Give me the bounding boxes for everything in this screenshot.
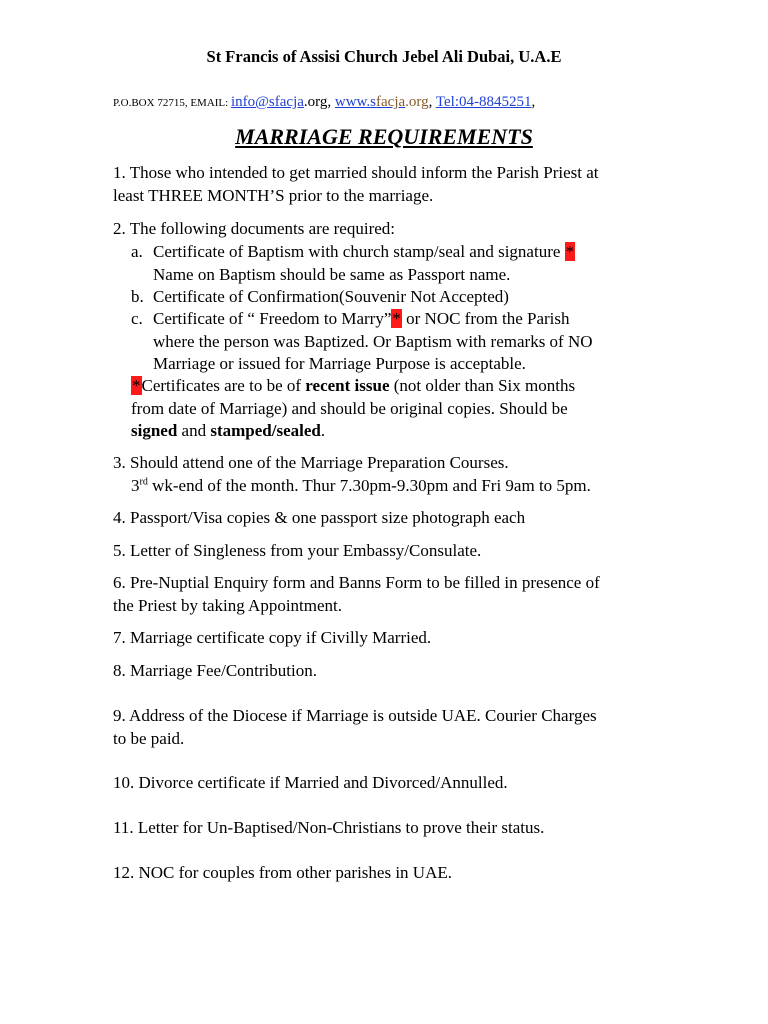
required-asterisk: *: [392, 309, 401, 328]
item-6-line-2: the Priest by taking Appointment.: [113, 596, 343, 615]
item-2a-line-1: [131, 241, 575, 263]
item-9-line-1: 9. Address of the Diocese if Marriage is outside UAE. Courier Charges: [113, 706, 597, 725]
separator: ,: [327, 94, 335, 110]
item-10: 10. Divorce certificate if Married and Divorced/Annulled.: [113, 773, 508, 792]
item-2b-letter: b.: [131, 287, 144, 306]
website-link[interactable]: [335, 94, 405, 110]
item-4: 4. Passport/Visa copies & one passport size photograph each: [113, 508, 526, 527]
note-text: (not older than Six months: [389, 376, 576, 395]
item-3-ordinal-suffix: rd: [139, 476, 148, 488]
item-2a-text: Certificate of Baptism with church stamp/seal and signature: [153, 242, 565, 261]
item-2c-letter: c.: [131, 309, 143, 328]
certificate-note-line-1: [131, 375, 575, 397]
item-3-ordinal: 3: [131, 476, 140, 495]
item-2a-line-2: Name on Baptism should be same as Passport name.: [153, 265, 511, 284]
item-3-schedule: wk-end of the month. Thur 7.30pm-9.30pm and Fri 9am to 5pm.: [147, 476, 591, 495]
item-7: 7. Marriage certificate copy if Civilly Married.: [113, 628, 432, 647]
item-2-intro: 2. The following documents are required:: [113, 219, 395, 238]
note-bold-recent-issue: recent issue: [305, 376, 390, 395]
item-2c-line-3: Marriage or issued for Marriage Purpose is acceptable.: [153, 354, 526, 373]
item-2b-line-1: [131, 286, 509, 308]
item-6-line-1: 6. Pre-Nuptial Enquiry form and Banns Form to be filled in presence of: [113, 573, 600, 592]
item-2c-line-2: where the person was Baptized. Or Baptism with remarks of NO: [153, 332, 593, 351]
required-asterisk: *: [565, 242, 575, 261]
note-text: and: [177, 421, 211, 440]
website-link-part-a: www.s: [334, 94, 377, 110]
note-text: .: [320, 421, 326, 440]
item-3-line-2: [131, 475, 591, 497]
church-name: St Francis of Assisi Church Jebel Ali Dubai, U.A.E: [206, 47, 562, 66]
separator: ,: [531, 94, 536, 110]
certificate-note-line-3: [131, 420, 325, 442]
telephone-link[interactable]: Tel:04-8845251: [435, 94, 532, 110]
website-suffix: .org: [405, 94, 429, 110]
email-link[interactable]: info@sfacja: [230, 94, 304, 110]
note-bold-signed: signed: [131, 421, 178, 440]
separator: ,: [428, 94, 436, 110]
item-9-line-2: to be paid.: [113, 729, 185, 748]
certificate-note-line-2: from date of Marriage) and should be original copies. Should be: [131, 399, 568, 418]
page-title: MARRIAGE REQUIREMENTS: [235, 124, 533, 149]
item-1-line-1: 1. Those who intended to get married should inform the Parish Priest at: [113, 163, 599, 182]
website-link-part-b: facja: [376, 94, 406, 110]
item-3-line-1: 3. Should attend one of the Marriage Preparation Courses.: [113, 453, 509, 472]
item-2c-text-post: or NOC from the Parish: [401, 309, 570, 328]
item-11: 11. Letter for Un-Baptised/Non-Christians to prove their status.: [113, 818, 545, 837]
item-8: 8. Marriage Fee/Contribution.: [113, 661, 317, 680]
item-2a-letter: a.: [131, 242, 143, 261]
item-2c-text-pre: Certificate of “ Freedom to Marry”: [153, 309, 392, 328]
contact-line: [113, 94, 535, 111]
email-suffix: .org: [303, 94, 328, 110]
note-bold-stamped: stamped/sealed: [210, 421, 321, 440]
item-2b-text: Certificate of Confirmation(Souvenir Not Accepted): [153, 287, 509, 306]
item-2c-line-1: [131, 308, 570, 330]
item-12: 12. NOC for couples from other parishes in UAE.: [113, 863, 452, 882]
item-1-line-2: least THREE MONTH’S prior to the marriage.: [113, 186, 434, 205]
note-text: Certificates are to be of: [141, 376, 306, 395]
contact-prefix: P.O.BOX 72715, EMAIL:: [113, 97, 231, 109]
required-asterisk: *: [132, 376, 141, 395]
item-5: 5. Letter of Singleness from your Embassy/Consulate.: [113, 541, 482, 560]
